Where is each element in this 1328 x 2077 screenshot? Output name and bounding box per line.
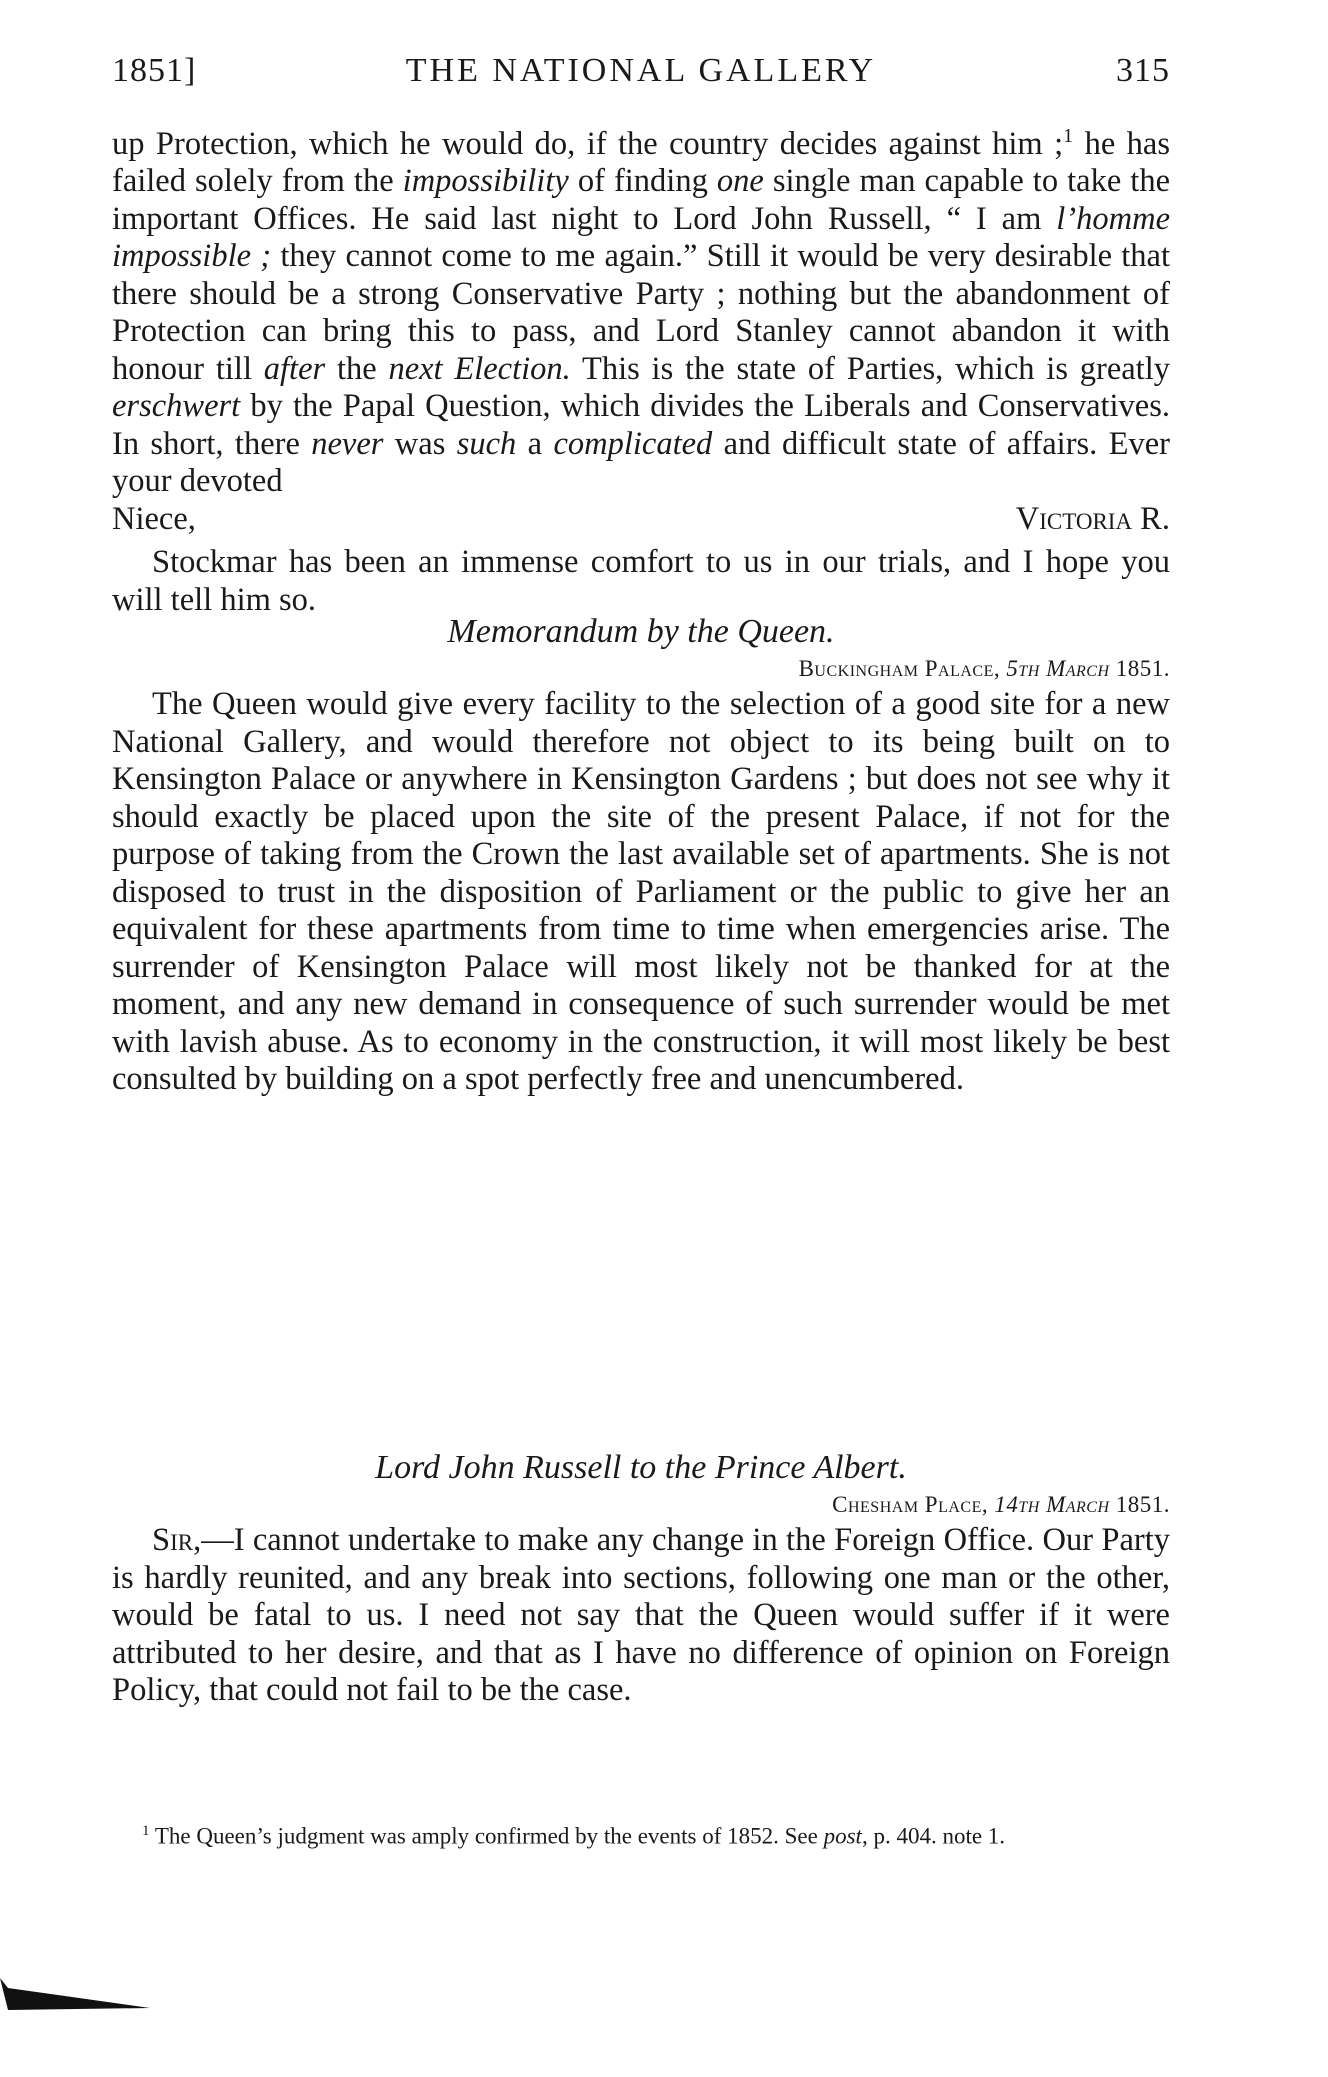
scan-mark-icon — [0, 1978, 160, 2018]
letter-closing: Niece, — [112, 500, 196, 537]
page-number: 315 — [1116, 52, 1170, 89]
letter-dateline: Chesham Place, 14th March 1851. — [832, 1492, 1170, 1517]
letter-heading: Lord John Russell to the Prince Albert. — [375, 1449, 907, 1486]
running-head — [112, 52, 1170, 96]
memorandum-heading: Memorandum by the Queen. — [447, 613, 835, 650]
footnote: $^1$ The Queen’s judgment was amply confirmed by the events of 1852. See post, p. 404. note 1. — [142, 1823, 1006, 1849]
letter-russell-section — [112, 1448, 1170, 1710]
letter-signature: Victoria R. — [1015, 500, 1170, 537]
letter-closing-line — [112, 501, 1170, 539]
memorandum-section — [112, 612, 1170, 1099]
running-head-year: 1851] — [112, 52, 197, 89]
footnote-marker: 1 — [142, 1823, 150, 1839]
letter-body-paragraph: up Protection, which he would do, if the country decides against him ;$^1$ he has failed solely from the impossibility of finding one single man capable to take the important Offices. He said last night to Lord John Russell, “ I am l’homme impossible ; they cannot come to me again.” Still it would be very desirable that there should be a strong Conservative Party ; nothing but the abandonment of Protection can bring this to pass, and Lord Stanley cannot abandon it with honour till after the next Election. This is the state of Parties, which is greatly erschwert by the Papal Question, which divides the Liberals and Conservatives. In short, there never was such a complicated and difficult state of affairs. Ever your devoted — [112, 125, 1171, 500]
footnote-reference[interactable]: 1 — [1063, 125, 1074, 147]
letter-body: Sir,—I cannot undertake to make any change in the Foreign Office. Our Party is hardly reunited, and any break into sections, following one man or the other, would be fatal to us. I need not say that the Queen would suffer if it were attributed to her desire, and that as I have no difference of opinion on Foreign Policy, that could not fail to be the case. — [112, 1522, 1170, 1708]
salutation: Sir, — [152, 1522, 202, 1558]
postscript: Stockmar has been an immense comfort to us in our trials, and I hope you will tell him so. — [112, 544, 1170, 618]
memorandum-dateline: Buckingham Palace, 5th March 1851. — [798, 656, 1170, 681]
running-head-title: THE NATIONAL GALLERY — [405, 52, 877, 89]
letter-continuation — [112, 118, 1170, 619]
memorandum-body: The Queen would give every facility to the selection of a good site for a new National Gallery, and would therefore not object to its being built on to Kensington Palace or anywhere in Kensington Gardens ; but does not see why it should exactly be placed upon the site of the present Palace, if not for the purpose of taking from the Crown the last available set of apartments. She is not disposed to trust in the disposition of Parliament or the public to give her an equivalent for these apartments from time to time when emergencies arise. The surrender of Kensington Palace will most likely not be thanked for at the moment, and any new demand in consequence of such surrender would be met with lavish abuse. As to economy in the construction, it will most likely be best consulted by building on a spot perfectly free and unencumbered. — [112, 686, 1170, 1097]
